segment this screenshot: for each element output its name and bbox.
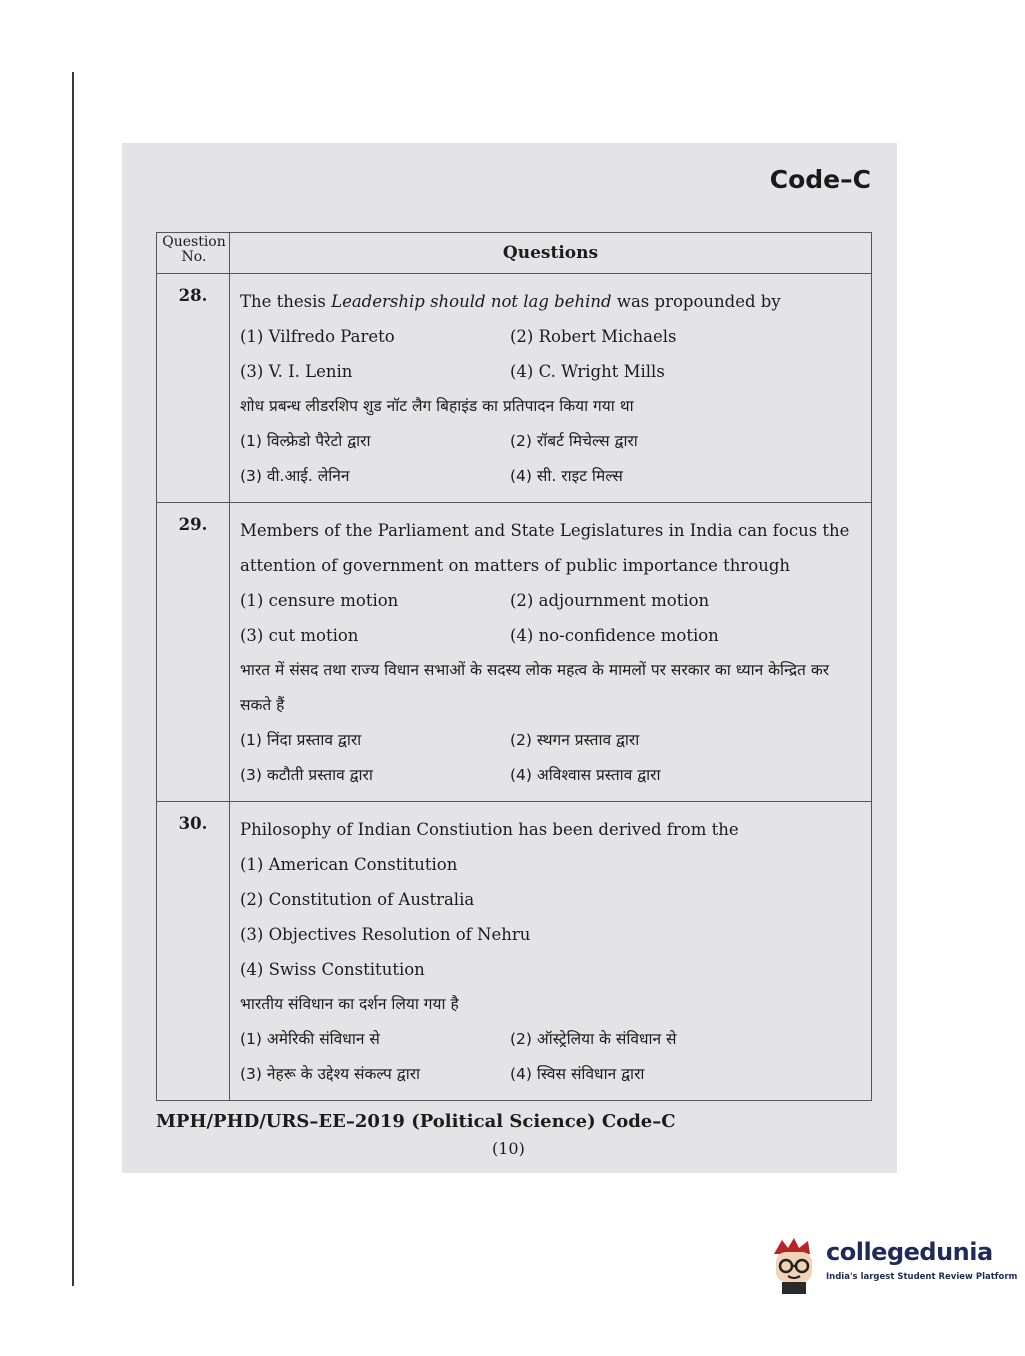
option-4: (4) C. Wright Mills: [510, 362, 665, 381]
question-stem: Members of the Parliament and State Legislatures in India can focus the attention of government on matters of public importance through: [240, 521, 850, 575]
stem-text: The thesis: [240, 292, 332, 311]
question-body: [230, 274, 872, 503]
hindi-options: [240, 1022, 865, 1092]
option-1: (1) Vilfredo Pareto: [240, 327, 395, 346]
question-body: [230, 503, 872, 802]
hindi-option-4: (4) अविश्वास प्रस्ताव द्वारा: [510, 766, 661, 784]
table-header-row: [157, 233, 872, 274]
option-3: (3) V. I. Lenin: [240, 362, 353, 381]
stem-italic-text: Leadership should not lag behind: [331, 292, 612, 311]
question-row-28: [157, 274, 872, 503]
hindi-option-1: (1) निंदा प्रस्ताव द्वारा: [240, 731, 362, 749]
hindi-options: [240, 424, 865, 494]
hindi-options: [240, 723, 865, 793]
option-3: (3) Objectives Resolution of Nehru: [240, 925, 531, 944]
hindi-option-3: (3) नेहरू के उद्देश्य संकल्प द्वारा: [240, 1065, 421, 1083]
option-2: (2) adjournment motion: [510, 591, 710, 610]
hindi-stem: शोध प्रबन्ध लीडरशिप शुड नॉट लैग बिहाइंड का प्रतिपादन किया गया था: [240, 397, 634, 415]
student-mascot-icon: [768, 1236, 820, 1302]
option-1: (1) censure motion: [240, 591, 399, 610]
options: [240, 583, 865, 653]
question-row-30: [157, 802, 872, 1101]
option-3: (3) cut motion: [240, 626, 359, 645]
stem-text: was propounded by: [611, 292, 781, 311]
logo-name: collegedunia: [826, 1238, 993, 1266]
collegedunia-logo[interactable]: [768, 1232, 1018, 1302]
hindi-option-3: (3) कटौती प्रस्ताव द्वारा: [240, 766, 373, 784]
question-number: 29.: [157, 503, 230, 802]
hindi-option-1: (1) अमेरिकी संविधान से: [240, 1030, 380, 1048]
hindi-option-2: (2) स्थगन प्रस्ताव द्वारा: [510, 731, 640, 749]
paper-code: Code–C: [769, 165, 871, 194]
option-4: (4) Swiss Constitution: [240, 960, 425, 979]
question-row-29: [157, 503, 872, 802]
exam-page: [122, 143, 897, 1173]
column-header-questions: Questions: [230, 233, 872, 274]
logo-tagline: India's largest Student Review Platform: [826, 1272, 1018, 1282]
question-body: [230, 802, 872, 1101]
option-1: (1) American Constitution: [240, 855, 458, 874]
scan-edge-line: [72, 72, 74, 1286]
option-2: (2) Robert Michaels: [510, 327, 677, 346]
hindi-option-1: (1) विल्फ्रेडो पैरेटो द्वारा: [240, 432, 371, 450]
hindi-stem: भारतीय संविधान का दर्शन लिया गया है: [240, 995, 459, 1013]
option-4: (4) no-confidence motion: [510, 626, 719, 645]
question-stem: Philosophy of Indian Constiution has been derived from the: [240, 820, 739, 839]
question-table: [156, 232, 872, 1101]
question-number: 30.: [157, 802, 230, 1101]
hindi-option-3: (3) वी.आई. लेनिन: [240, 467, 350, 485]
option-2: (2) Constitution of Australia: [240, 890, 475, 909]
hindi-option-4: (4) सी. राइट मिल्स: [510, 467, 623, 485]
hindi-option-2: (2) रॉबर्ट मिचेल्स द्वारा: [510, 432, 638, 450]
hindi-option-2: (2) ऑस्ट्रेलिया के संविधान से: [510, 1030, 677, 1048]
options: [240, 319, 865, 389]
footer-title: MPH/PHD/URS–EE–2019 (Political Science) Code–C: [156, 1111, 676, 1132]
column-header-question-no: Question No.: [157, 233, 230, 274]
question-number: 28.: [157, 274, 230, 503]
hindi-stem: भारत में संसद तथा राज्य विधान सभाओं के सदस्य लोक महत्व के मामलों पर सरकार का ध्यान केन्द्रित कर सकते हैं: [240, 661, 830, 714]
question-stem: [240, 284, 865, 319]
hindi-option-4: (4) स्विस संविधान द्वारा: [510, 1065, 645, 1083]
page-number: (10): [492, 1139, 525, 1158]
